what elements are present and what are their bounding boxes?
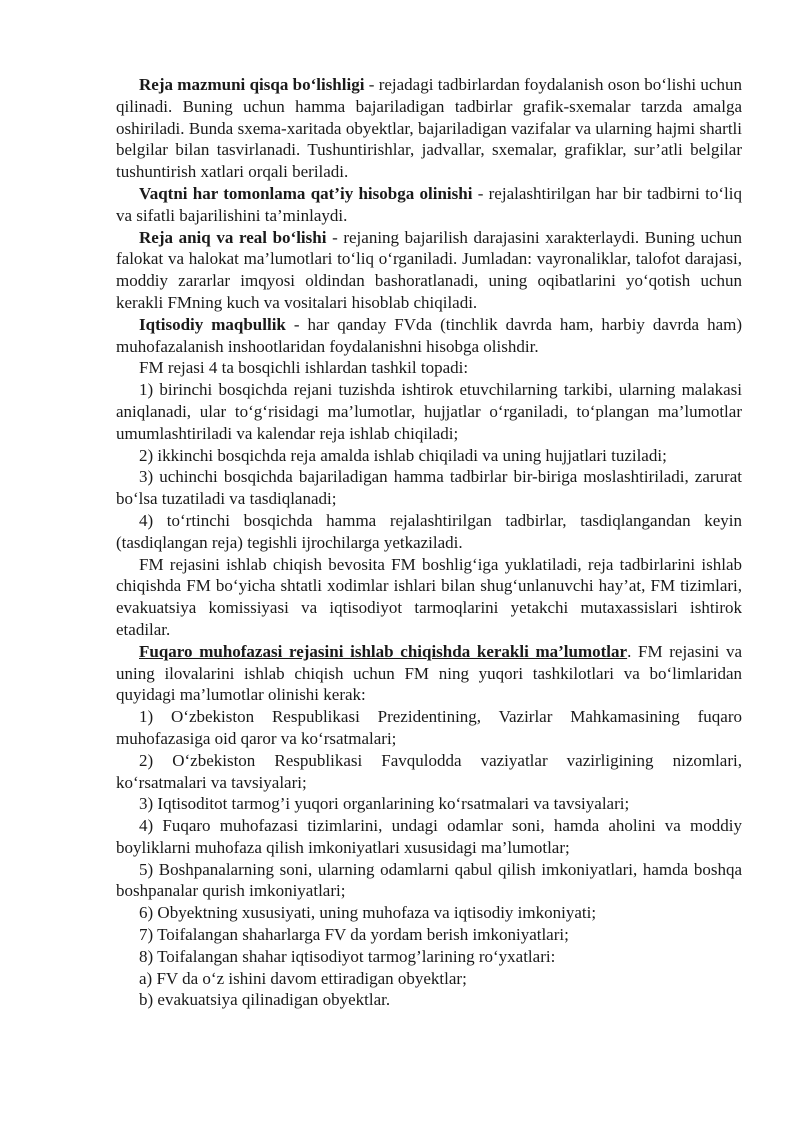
list-item-malumot-4: 4) Fuqaro muhofazasi tizimlarini, undagi odamlar soni, hamda aholini va moddiy boyliklarni muhofaza qilish imkoniyatlari xususidagi ma’lumotlar; xyxy=(116,816,742,857)
paragraph-text: - rejalashtirilgan har bir tadbirni to‘liq va sifatli bajarilishini ta’minlaydi. xyxy=(116,183,743,225)
paragraph-vaqtni-hisobga xyxy=(116,183,742,227)
list-item-malumot-1: 1) O‘zbekiston Respublikasi Prezidentining, Vazirlar Mahkamasining fuqaro muhofazasiga oid qaror va ko‘rsatmalari; xyxy=(116,707,742,748)
list-item-malumot-8a: a) FV da o‘z ishini davom ettiradigan obyektlar; xyxy=(139,968,467,988)
paragraph-fm-rejasi: FM rejasini ishlab chiqish bevosita FM boshlig‘iga yuklatiladi, reja tadbirlarini ishlab chiqishda FM bo‘yicha shtatli xodimlar ishlari bilan shug‘unlanuvchi hay’at, FM tizimlari, evakuatsiya komissiyasi va iqtisodiyot tarmoqlarini yetakchi mutaxassislari ishtirok etadilar. xyxy=(116,554,742,639)
list-item-malumot-2: 2) O‘zbekiston Respublikasi Favqulodda vaziyatlar vazirligining nizomlari, ko‘rsatmalari va tavsiyalari; xyxy=(116,750,742,792)
section-heading-kerakli-malumotlar: Fuqaro muhofazasi rejasini ishlab chiqishda kerakli ma’lumotlar xyxy=(139,641,628,661)
term-vaqtni-hisobga: Vaqtni har tomonlama qat’iy hisobga olinishi xyxy=(139,183,473,203)
paragraph-text: . FM rejasini va uning ilovalarini ishlab chiqish uchun FM ning yuqori tashkilotlari va bo‘limlaridan quyidagi ma’lumotlar olinishi kerak: xyxy=(116,641,742,705)
list-item-malumot-5: 5) Boshpanalarning soni, ularning odamlarni qabul qilish imkoniyatlari, hamda boshqa boshpanalar qurish imkoniyatlari; xyxy=(116,859,742,901)
term-reja-aniq: Reja aniq va real bo‘lishi xyxy=(139,227,327,247)
list-item-bosqich-1: 1) birinchi bosqichda rejani tuzishda ishtirok etuvchilarning tarkibi, ularning malakasi aniqlanadi, ular to‘g‘risidagi ma’lumotlar, hujjatlar o‘rganiladi, to‘plangan ma’lumotlar umumlashtiriladi va kalendar reja ishlab chiqiladi; xyxy=(116,380,742,443)
list-item-malumot-6: 6) Obyektning xususiyati, uning muhofaza va iqtisodiy imkoniyati; xyxy=(139,903,597,923)
list-item-bosqich-3: 3) uchinchi bosqichda bajariladigan hamma tadbirlar bir-biriga moslashtiriladi, zarurat bo‘lsa tuzatiladi va tasdiqlanadi; xyxy=(116,467,742,509)
list-item-malumot-7: 7) Toifalangan shaharlarga FV da yordam berish imkoniyatlari; xyxy=(139,925,569,945)
paragraph-bosqichlar-intro: FM rejasi 4 ta bosqichli ishlardan tashkil topadi: xyxy=(139,358,469,378)
list-item-bosqich-4: 4) to‘rtinchi bosqichda hamma rejalashtirilgan tadbirlar, tasdiqlangandan keyin (tasdiqlangan reja) tegishli ijrochilarga yetkaziladi. xyxy=(116,510,742,552)
paragraph-reja-aniq xyxy=(116,227,742,314)
paragraph-reja-mazmuni xyxy=(116,74,742,183)
paragraph-text: - rejaning bajarilish darajasini xarakterlaydi. Buning uchun falokat va halokat ma’lumotlari to‘liq o‘rganiladi. Jumladan: vayronaliklar, talofot darajasi, moddiy zararlar imqyosi oldindan bashoratlanadi, uning oqibatlarini yo‘qotish uchun kerakli FMning kuch va vositalari hisoblab chiqiladi. xyxy=(116,227,743,312)
list-item-malumot-8: 8) Toifalangan shahar iqtisodiyot tarmog’larining ro‘yxatlari: xyxy=(139,946,556,966)
paragraph-text: - rejadagi tadbirlardan foydalanish oson bo‘lishi uchun qilinadi. Buning uchun hamma bajariladigan tadbirlar grafik-sxemalar tarzda amalga oshiriladi. Bunda sxema-xaritada obyektlar, bajariladigan vazifalar va ularning hajmi shartli belgilar bilan tasvirlanadi. Tushuntirishlar, jadvallar, sxemalar, grafiklar, sur’atli belgilar tushuntirish xatlari orqali beriladi. xyxy=(116,75,742,182)
term-reja-mazmuni: Reja mazmuni qisqa bo‘lishligi xyxy=(139,75,365,94)
paragraph-iqtisodiy-maqbullik xyxy=(116,314,742,358)
list-item-malumot-3: 3) Iqtisoditot tarmog’i yuqori organlarining ko‘rsatmalari va tavsiyalari; xyxy=(139,794,630,814)
term-iqtisodiy-maqbullik: Iqtisodiy maqbullik xyxy=(139,314,286,334)
list-item-bosqich-2: 2) ikkinchi bosqichda reja amalda ishlab chiqiladi va uning hujjatlari tuziladi; xyxy=(139,445,667,465)
paragraph-kerakli-malumotlar xyxy=(116,641,742,706)
list-item-malumot-8b: b) evakuatsiya qilinadigan obyektlar. xyxy=(139,990,391,1010)
paragraph-text: - har qanday FVda (tinchlik davrda ham, harbiy davrda ham) muhofazalanish inshootlaridan foydalanishni hisobga olishdir. xyxy=(116,314,742,356)
